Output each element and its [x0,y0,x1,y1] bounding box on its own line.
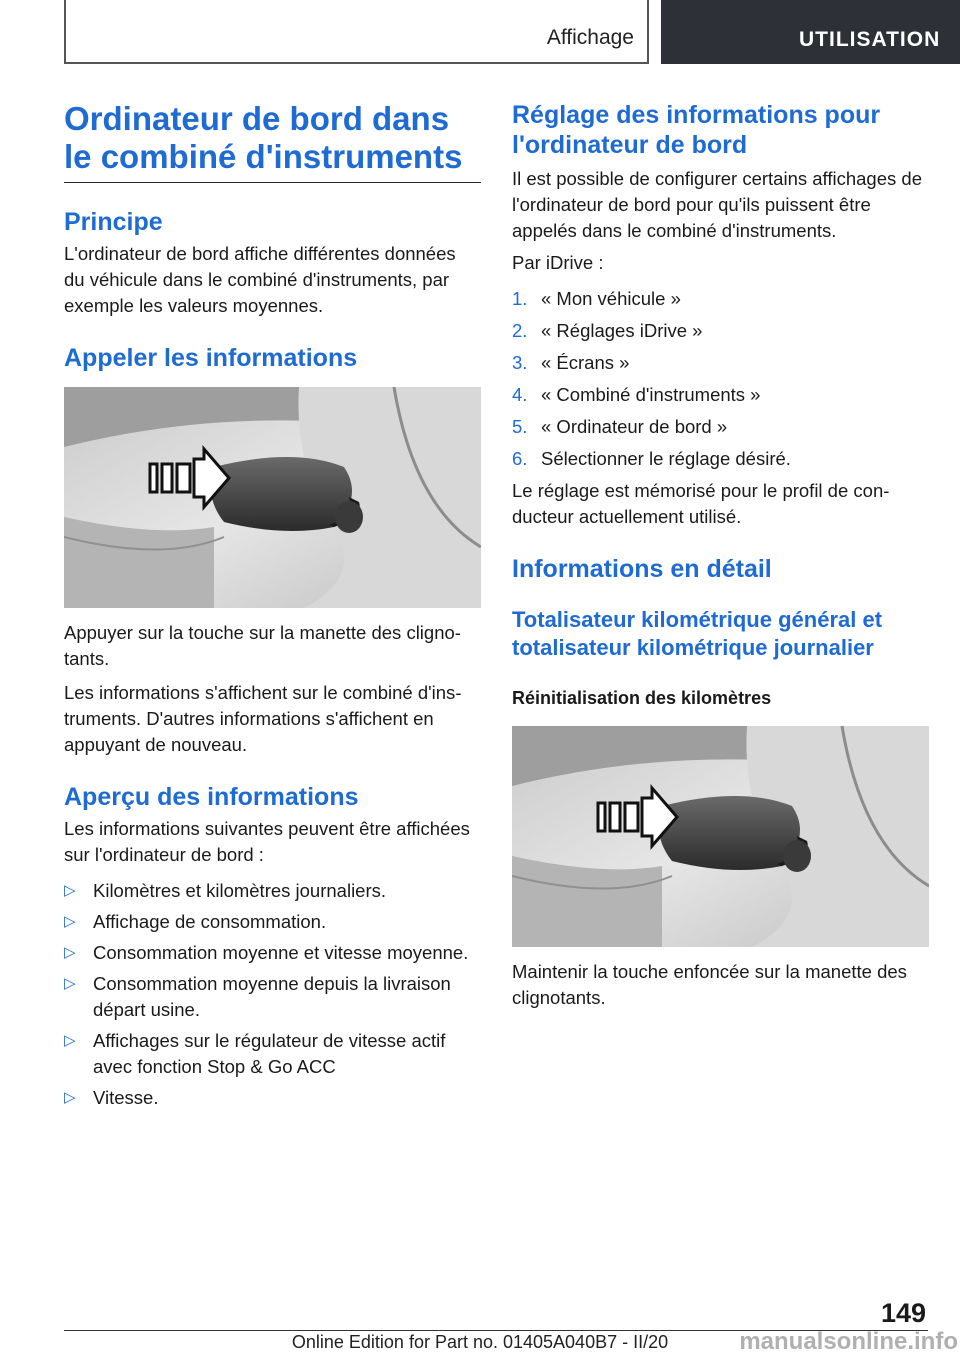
reglage-text: Il est possible de configurer certains affichages de l'ordinateur de bord pour qu'ils puissent être appelés dans le combiné d'instruments. [512,168,922,241]
page-number: 149 [880,1298,926,1328]
appeler-caption: Appuyer sur la touche sur la manette des clignotants. [64,622,461,669]
header-section-title: Affichage [546,26,634,49]
heading-totalisateur: Totalisateur kilométrique général et totalisateur kilométrique journalier [512,607,883,660]
apercu-list [64,878,481,1111]
header-chapter-tab: UTILISATION [661,0,960,64]
principe-text: L'ordinateur de bord affiche différentes données du véhicule dans le combiné d'instruments, par exemple les valeurs moyennes. [64,243,456,316]
reinitialisation-caption: Maintenir la touche enfoncée sur la manette des clignotants. [512,961,907,1008]
appeler-text: Les informations s'affichent sur le combiné d'instruments. D'autres informations s'affichent en appuyant de nouveau. [64,682,462,755]
right-column [512,100,929,1011]
heading-reinitialisation: Réinitialisation des kilomètres [512,688,772,708]
list-item: ▷ Consommation moyenne depuis la livraison départ usine. [64,973,451,1020]
list-item: 5. « Ordinateur de bord » [512,416,728,437]
reglage-outro: Le réglage est mémorisé pour le profil de conducteur actuellement utilisé. [512,480,890,527]
left-column [64,100,481,1116]
footer-edition: Online Edition for Part no. 01405A040B7 - II/20 [291,1332,669,1352]
list-item: 6. Sélectionner le réglage désiré. [512,448,791,469]
triangle-bullet-icon: ▷ [64,1089,76,1106]
heading-appeler: Appeler les informations [64,344,358,372]
list-item: 3. « Écrans » [512,352,630,373]
reglage-steps [512,286,929,472]
heading-detail: Informations en détail [512,555,772,583]
apercu-intro: Les informations suivantes peuvent être affichées sur l'ordinateur de bord : [64,818,470,865]
turn-signal-stalk-illustration [512,726,929,947]
list-item: 2. « Réglages iDrive » [512,320,703,341]
triangle-bullet-icon: ▷ [64,913,76,930]
triangle-bullet-icon: ▷ [64,944,76,961]
triangle-bullet-icon: ▷ [64,882,76,899]
page-title: Ordinateur de bord dans le combiné d'instruments [64,100,481,183]
heading-reglage: Réglage des informations pour l'ordinateur de bord [512,101,881,159]
list-item: ▷ Consommation moyenne et vitesse moyenne. [64,940,481,966]
list-item: ▷ Affichage de consommation. [64,909,481,935]
reglage-par-idrive: Par iDrive : [512,252,604,273]
list-item: 1. « Mon véhicule » [512,288,681,309]
watermark: manualsonline.info [739,1328,958,1355]
list-item: ▷ Affichages sur le régulateur de vitesse actif avec fonction Stop & Go ACC [64,1030,446,1077]
heading-apercu: Aperçu des informations [64,783,359,811]
triangle-bullet-icon: ▷ [64,1032,76,1049]
list-item: ▷ Kilomètres et kilomètres journaliers. [64,878,481,904]
heading-principe: Principe [64,208,163,236]
list-item: ▷ Vitesse. [64,1085,481,1111]
triangle-bullet-icon: ▷ [64,975,76,992]
turn-signal-stalk-illustration [64,387,481,608]
list-item: 4. « Combiné d'instruments » [512,384,761,405]
